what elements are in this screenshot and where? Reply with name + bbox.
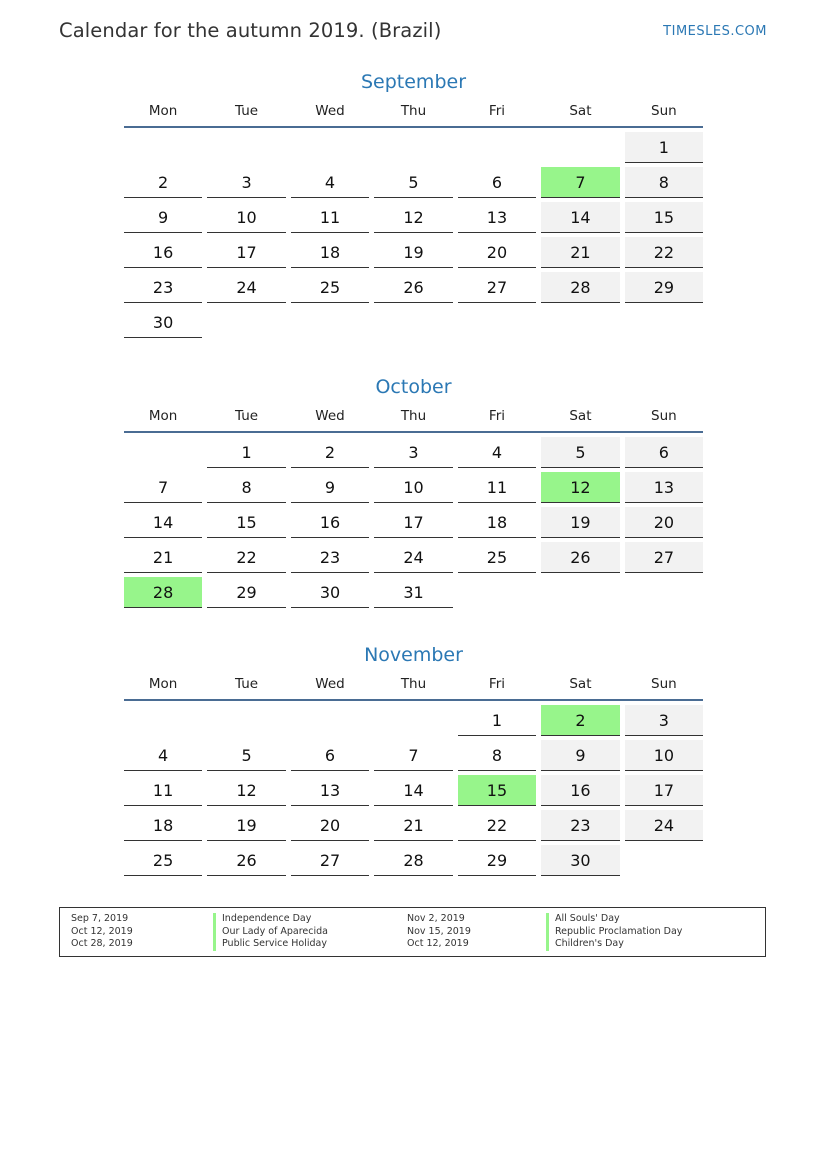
site-link[interactable]: TIMESLES.COM [663, 24, 767, 39]
day-cell: 10 [207, 202, 285, 233]
day-cell: 29 [458, 845, 536, 876]
weekday-header-row [124, 403, 703, 429]
day-cell: 25 [124, 845, 202, 876]
day-cell: 14 [374, 775, 452, 806]
weekday-label: Sun [651, 408, 677, 424]
day-cell: 19 [541, 507, 619, 538]
empty-day-cell [625, 307, 703, 338]
day-cell: 6 [291, 740, 369, 771]
day-cell: 1 [207, 437, 285, 468]
day-cell: 4 [458, 437, 536, 468]
holiday-day-cell: 12 [541, 472, 619, 503]
week-row [124, 437, 703, 468]
month-calendar-september [124, 68, 703, 338]
day-cell: 16 [541, 775, 619, 806]
week-row [124, 307, 703, 338]
weekday-label: Tue [235, 408, 259, 424]
legend-date: Nov 2, 2019 [407, 913, 465, 924]
empty-day-cell [458, 577, 536, 608]
day-cell: 22 [207, 542, 285, 573]
empty-day-cell [458, 307, 536, 338]
weekday-label: Sat [569, 408, 592, 424]
day-cell: 1 [625, 132, 703, 163]
day-cell: 25 [291, 272, 369, 303]
page-title: Calendar for the autumn 2019. (Brazil) [59, 19, 442, 42]
weekday-label: Wed [315, 408, 345, 424]
day-cell: 5 [374, 167, 452, 198]
week-row [124, 577, 703, 608]
weekday-label: Sat [569, 676, 592, 692]
holiday-day-cell: 7 [541, 167, 619, 198]
day-cell: 22 [625, 237, 703, 268]
day-cell: 27 [625, 542, 703, 573]
day-cell: 8 [207, 472, 285, 503]
day-cell: 21 [124, 542, 202, 573]
day-cell: 23 [541, 810, 619, 841]
week-row [124, 472, 703, 503]
weekday-label: Fri [488, 103, 505, 119]
day-cell: 9 [291, 472, 369, 503]
day-cell: 5 [541, 437, 619, 468]
weekday-label: Thu [400, 103, 427, 119]
weekday-label: Tue [235, 103, 259, 119]
legend-holiday-name: Independence Day [213, 913, 328, 926]
day-cell: 24 [374, 542, 452, 573]
day-cell: 27 [458, 272, 536, 303]
day-cell: 28 [541, 272, 619, 303]
empty-day-cell [291, 132, 369, 163]
day-cell: 17 [374, 507, 452, 538]
day-cell: 22 [458, 810, 536, 841]
day-cell: 8 [458, 740, 536, 771]
empty-day-cell [124, 437, 202, 468]
empty-day-cell [374, 307, 452, 338]
day-cell: 8 [625, 167, 703, 198]
day-cell: 16 [124, 237, 202, 268]
weekday-label: Wed [315, 103, 345, 119]
day-cell: 29 [207, 577, 285, 608]
day-cell: 5 [207, 740, 285, 771]
empty-day-cell [124, 132, 202, 163]
day-cell: 18 [291, 237, 369, 268]
weekday-label: Wed [315, 676, 345, 692]
month-title: November [364, 644, 463, 666]
legend-dates-left [71, 913, 133, 951]
day-cell: 20 [625, 507, 703, 538]
day-cell: 19 [374, 237, 452, 268]
empty-day-cell [374, 132, 452, 163]
day-cell: 29 [625, 272, 703, 303]
day-cell: 10 [625, 740, 703, 771]
holiday-day-cell: 15 [458, 775, 536, 806]
day-cell: 25 [458, 542, 536, 573]
day-cell: 15 [625, 202, 703, 233]
month-title: September [360, 71, 467, 93]
day-cell: 30 [541, 845, 619, 876]
day-cell: 11 [458, 472, 536, 503]
legend-holiday-name: All Souls' Day [546, 913, 682, 926]
legend-date: Oct 28, 2019 [71, 938, 133, 950]
day-cell: 6 [458, 167, 536, 198]
week-row [124, 810, 703, 841]
legend-date: Nov 15, 2019 [407, 925, 471, 937]
week-row [124, 845, 703, 876]
weekday-label: Mon [148, 103, 178, 119]
legend-dates-right [407, 913, 471, 951]
day-cell: 17 [207, 237, 285, 268]
day-cell: 30 [124, 307, 202, 338]
day-cell: 3 [374, 437, 452, 468]
weekday-label: Sun [651, 103, 677, 119]
legend-date: Oct 12, 2019 [407, 938, 469, 950]
empty-day-cell [374, 705, 452, 736]
day-cell: 11 [291, 202, 369, 233]
weekday-label: Sun [651, 676, 677, 692]
week-row [124, 775, 703, 806]
week-row [124, 132, 703, 163]
legend-date: Sep 7, 2019 [71, 913, 129, 924]
day-cell: 30 [291, 577, 369, 608]
empty-day-cell [541, 307, 619, 338]
day-cell: 3 [625, 705, 703, 736]
empty-day-cell [458, 132, 536, 163]
month-calendar-november [124, 641, 703, 876]
legend-holiday-name: Public Service Holiday [213, 938, 328, 951]
day-cell: 10 [374, 472, 452, 503]
day-cell: 24 [207, 272, 285, 303]
day-cell: 18 [458, 507, 536, 538]
empty-day-cell [625, 577, 703, 608]
weekday-label: Fri [488, 408, 505, 424]
weekday-header-row [124, 671, 703, 697]
week-row [124, 507, 703, 538]
week-row [124, 705, 703, 736]
day-cell: 9 [124, 202, 202, 233]
weekday-label: Fri [488, 676, 505, 692]
legend-holiday-name: Children's Day [546, 938, 682, 951]
empty-day-cell [291, 307, 369, 338]
header-divider [124, 431, 703, 433]
day-cell: 21 [374, 810, 452, 841]
day-cell: 6 [625, 437, 703, 468]
day-cell: 12 [374, 202, 452, 233]
day-cell: 7 [124, 472, 202, 503]
holiday-day-cell: 28 [124, 577, 202, 608]
weekday-label: Tue [235, 676, 259, 692]
day-cell: 13 [458, 202, 536, 233]
holiday-day-cell: 2 [541, 705, 619, 736]
week-row [124, 740, 703, 771]
day-cell: 20 [458, 237, 536, 268]
day-cell: 19 [207, 810, 285, 841]
empty-day-cell [207, 705, 285, 736]
day-cell: 11 [124, 775, 202, 806]
day-cell: 24 [625, 810, 703, 841]
weekday-label: Thu [400, 676, 427, 692]
holiday-legend [59, 907, 766, 957]
legend-holiday-name: Our Lady of Aparecida [213, 926, 328, 939]
day-cell: 14 [541, 202, 619, 233]
day-cell: 13 [291, 775, 369, 806]
day-cell: 26 [541, 542, 619, 573]
day-cell: 16 [291, 507, 369, 538]
day-cell: 4 [291, 167, 369, 198]
day-cell: 28 [374, 845, 452, 876]
day-cell: 12 [207, 775, 285, 806]
day-cell: 13 [625, 472, 703, 503]
week-row [124, 202, 703, 233]
day-cell: 18 [124, 810, 202, 841]
legend-names-right [546, 913, 682, 951]
day-cell: 26 [207, 845, 285, 876]
weekday-label: Mon [148, 676, 178, 692]
empty-day-cell [541, 577, 619, 608]
legend-date: Oct 12, 2019 [71, 925, 133, 937]
legend-holiday-name: Republic Proclamation Day [546, 926, 682, 939]
day-cell: 1 [458, 705, 536, 736]
header-divider [124, 699, 703, 701]
day-cell: 27 [291, 845, 369, 876]
empty-day-cell [291, 705, 369, 736]
day-cell: 4 [124, 740, 202, 771]
day-cell: 15 [207, 507, 285, 538]
legend-names-left [213, 913, 328, 951]
day-cell: 7 [374, 740, 452, 771]
header-divider [124, 126, 703, 128]
day-cell: 3 [207, 167, 285, 198]
week-row [124, 272, 703, 303]
day-cell: 26 [374, 272, 452, 303]
month-title: October [375, 376, 452, 398]
empty-day-cell [541, 132, 619, 163]
day-cell: 2 [291, 437, 369, 468]
day-cell: 23 [124, 272, 202, 303]
empty-day-cell [124, 705, 202, 736]
week-row [124, 237, 703, 268]
day-cell: 23 [291, 542, 369, 573]
month-calendar-october [124, 373, 703, 608]
day-cell: 14 [124, 507, 202, 538]
weekday-label: Mon [148, 408, 178, 424]
day-cell: 20 [291, 810, 369, 841]
day-cell: 2 [124, 167, 202, 198]
day-cell: 17 [625, 775, 703, 806]
week-row [124, 542, 703, 573]
week-row [124, 167, 703, 198]
weekday-label: Sat [569, 103, 592, 119]
empty-day-cell [207, 132, 285, 163]
weekday-header-row [124, 98, 703, 124]
day-cell: 21 [541, 237, 619, 268]
day-cell: 9 [541, 740, 619, 771]
day-cell: 31 [374, 577, 452, 608]
empty-day-cell [207, 307, 285, 338]
weekday-label: Thu [400, 408, 427, 424]
empty-day-cell [625, 845, 703, 876]
